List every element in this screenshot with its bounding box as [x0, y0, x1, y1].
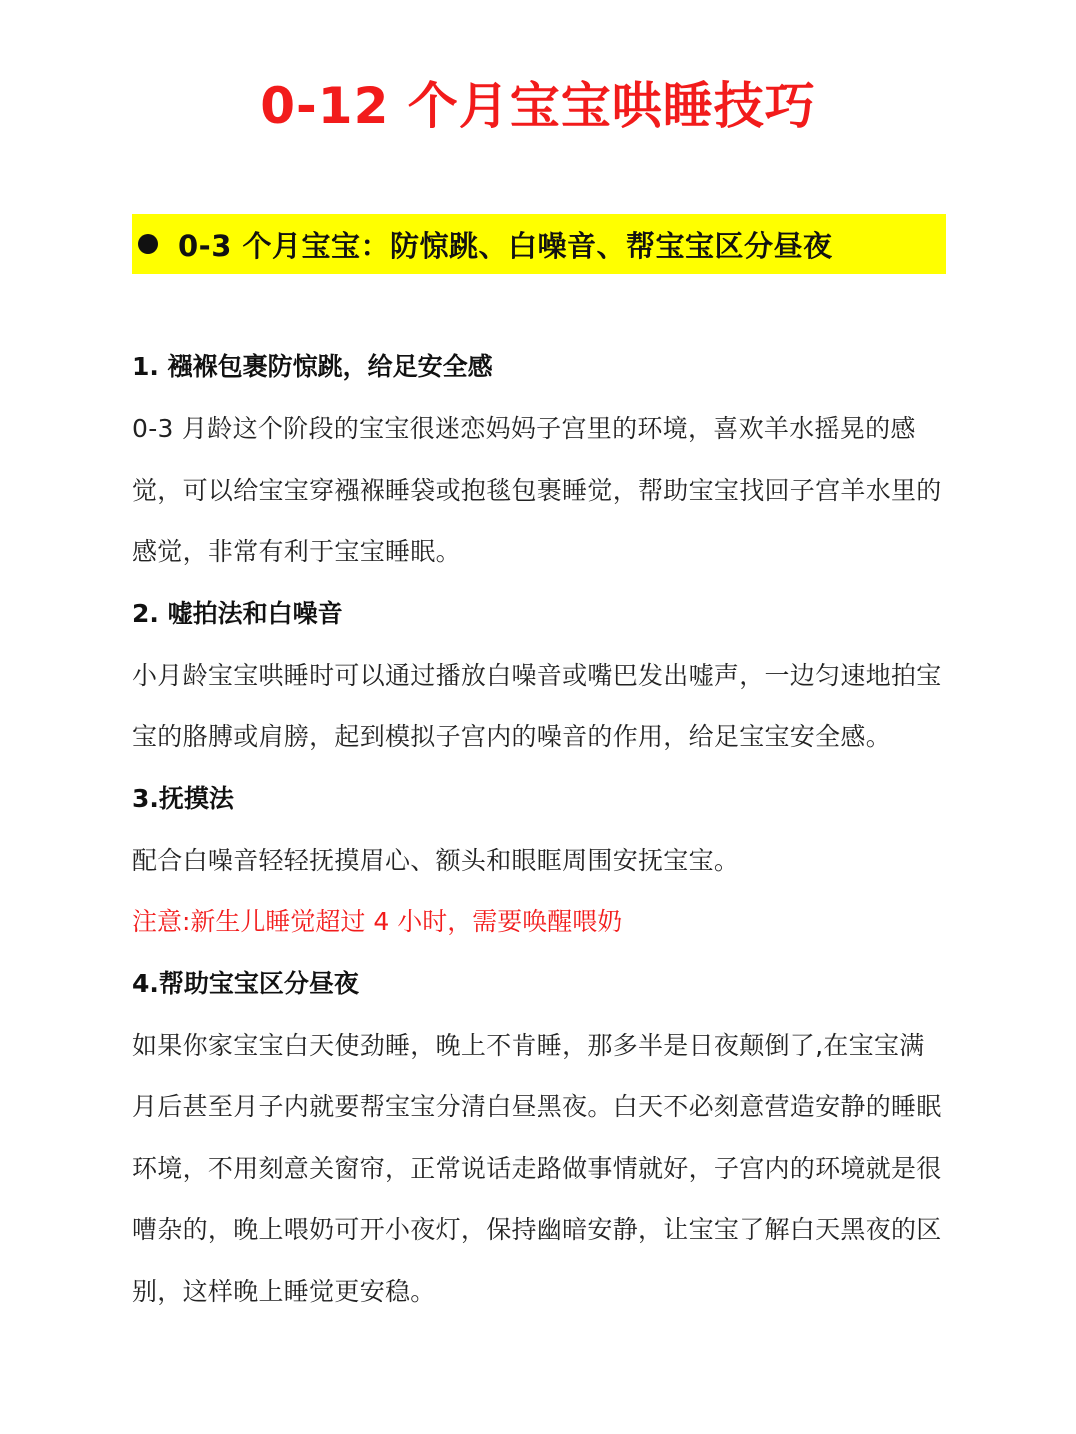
tip-heading: 3.抚摸法 [132, 783, 234, 813]
bullet-dot-icon [138, 234, 158, 254]
page-title: 0-12 个月宝宝哄睡技巧 [260, 77, 816, 135]
tip-body: 0-3 月龄这个阶段的宝宝很迷恋妈妈子宫里的环境，喜欢羊水摇晃的感觉，可以给宝宝穿襁褓睡袋或抱毯包裹睡觉，帮助宝宝找回子宫羊水里的感觉，非常有利于宝宝睡眠。 [132, 414, 942, 566]
tip-heading: 2. 嘘拍法和白噪音 [132, 598, 343, 628]
tip-item [132, 336, 948, 583]
tip-heading: 1. 襁褓包裹防惊跳，给足安全感 [132, 352, 493, 381]
tip-body: 如果你家宝宝白天使劲睡，晚上不肯睡，那多半是日夜颠倒了,在宝宝满月后甚至月子内就要帮宝宝分清白昼黑夜。白天不必刻意营造安静的睡眠环境，不用刻意关窗帘，正常说话走路做事情就好，子宫内的环境就是很嘈杂的，晚上喂奶可开小夜灯，保持幽暗安静，让宝宝了解白天黑夜的区别，这样晚上睡觉更安稳。 [132, 1030, 942, 1306]
section-banner [132, 214, 946, 274]
article-content [132, 336, 948, 1322]
tip-item [132, 953, 948, 1323]
section-title: 0-3 个月宝宝：防惊跳、白噪音、帮宝宝区分昼夜 [178, 228, 833, 263]
tip-item [132, 768, 948, 953]
tip-body: 小月龄宝宝哄睡时可以通过播放白噪音或嘴巴发出嘘声，一边匀速地拍宝宝的胳膊或肩膀，起到模拟子宫内的噪音的作用，给足宝宝安全感。 [132, 660, 942, 751]
tip-item [132, 583, 948, 768]
tip-heading: 4.帮助宝宝区分昼夜 [132, 968, 359, 998]
tip-body: 配合白噪音轻轻抚摸眉心、额头和眼眶周围安抚宝宝。 [132, 845, 740, 875]
warning-note: 注意:新生儿睡觉超过 4 小时，需要唤醒喂奶 [132, 907, 623, 936]
